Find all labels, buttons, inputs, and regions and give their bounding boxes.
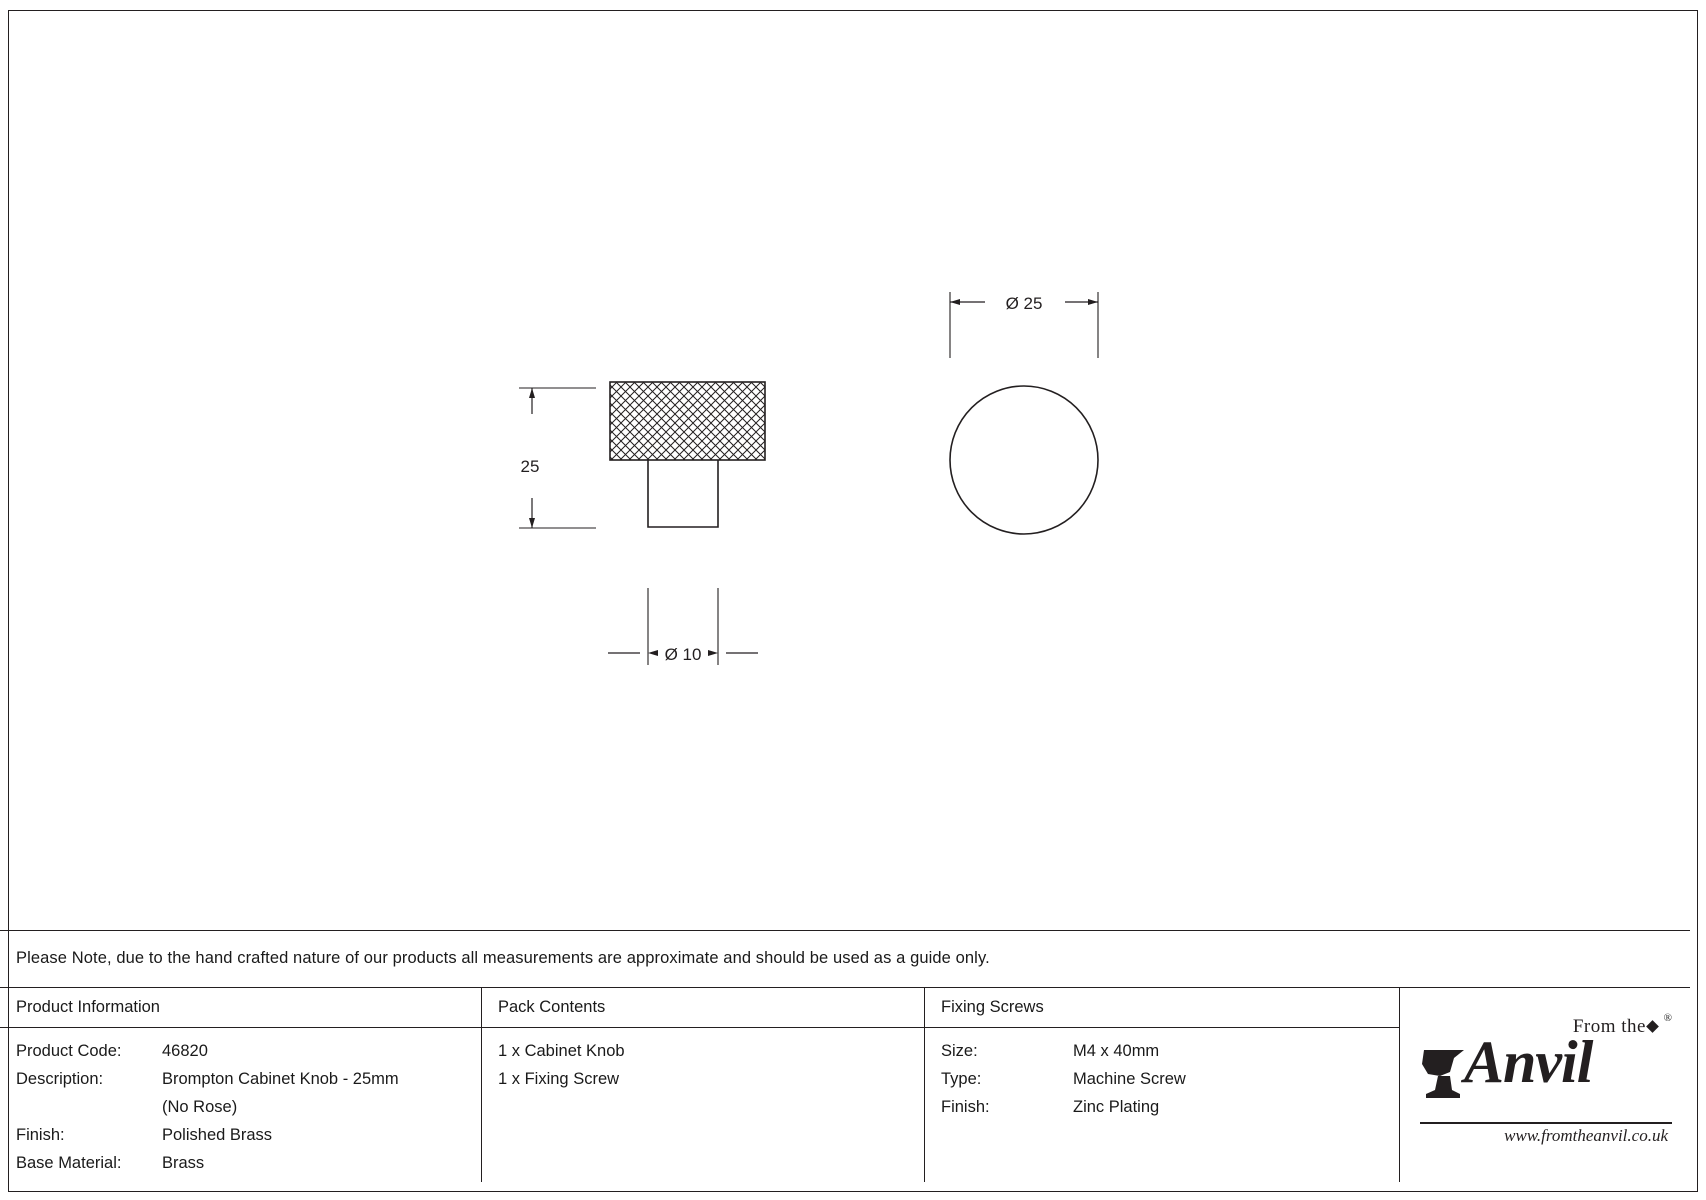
knob-diameter-label: Ø 25 xyxy=(1005,294,1043,313)
fixing-screws-header xyxy=(925,988,1399,1028)
shank-diameter-label: Ø 10 xyxy=(664,645,702,664)
note-row xyxy=(0,930,1690,987)
table-row xyxy=(0,1126,481,1154)
registered-trademark-icon: ® xyxy=(1663,1012,1672,1024)
table-row xyxy=(0,1154,481,1182)
screw-finish-key: Finish: xyxy=(941,1098,990,1116)
product-information-header xyxy=(0,988,481,1028)
base-material-value: Brass xyxy=(162,1154,205,1172)
screw-type-value: Machine Screw xyxy=(1073,1070,1186,1088)
list-item: 1 x Fixing Screw xyxy=(498,1070,620,1088)
pack-contents-header-label: Pack Contents xyxy=(498,998,606,1016)
screw-size-key: Size: xyxy=(941,1042,978,1060)
pack-contents-header xyxy=(482,988,924,1028)
finish-key: Finish: xyxy=(16,1126,65,1144)
finish-value: Polished Brass xyxy=(162,1126,273,1144)
product-code-value: 46820 xyxy=(162,1042,208,1060)
description-value-cont: (No Rose) xyxy=(162,1098,238,1116)
fixing-screws-body xyxy=(925,1028,1399,1126)
list-item: 1 x Cabinet Knob xyxy=(498,1042,625,1060)
screw-type-key: Type: xyxy=(941,1070,982,1088)
pack-contents-body xyxy=(482,1028,924,1098)
description-value: Brompton Cabinet Knob - 25mm xyxy=(162,1070,399,1088)
logo-column xyxy=(1400,988,1690,1182)
fixing-screws-header-label: Fixing Screws xyxy=(941,998,1044,1016)
table-row xyxy=(925,1070,1399,1098)
screw-finish-value: Zinc Plating xyxy=(1073,1098,1160,1116)
logo-brand-name: Anvil xyxy=(1464,1029,1593,1095)
logo-divider xyxy=(1420,1122,1672,1124)
fixing-screws-column xyxy=(925,988,1400,1182)
logo-from-the-label: From the xyxy=(1572,1016,1646,1037)
product-information-column xyxy=(0,988,482,1182)
screw-size-value: M4 x 40mm xyxy=(1073,1042,1160,1060)
table-row xyxy=(0,1098,481,1126)
product-information-body xyxy=(0,1028,481,1182)
table-row xyxy=(0,1042,481,1070)
pack-contents-column xyxy=(482,988,925,1182)
base-material-key: Base Material: xyxy=(16,1154,122,1172)
product-information-header-label: Product Information xyxy=(16,998,160,1016)
logo-website-url: www.fromtheanvil.co.uk xyxy=(1504,1126,1668,1145)
brand-logo xyxy=(1420,1010,1672,1150)
table-row xyxy=(925,1042,1399,1070)
height-dimension-label: 25 xyxy=(520,457,540,476)
measurement-note: Please Note, due to the hand crafted nature of our products all measurements are approximate and should be used as a guide only. xyxy=(16,949,990,967)
table-row xyxy=(925,1098,1399,1126)
description-key: Description: xyxy=(16,1070,104,1088)
info-table xyxy=(0,987,1690,1181)
product-code-key: Product Code: xyxy=(16,1042,122,1060)
table-row xyxy=(0,1070,481,1098)
